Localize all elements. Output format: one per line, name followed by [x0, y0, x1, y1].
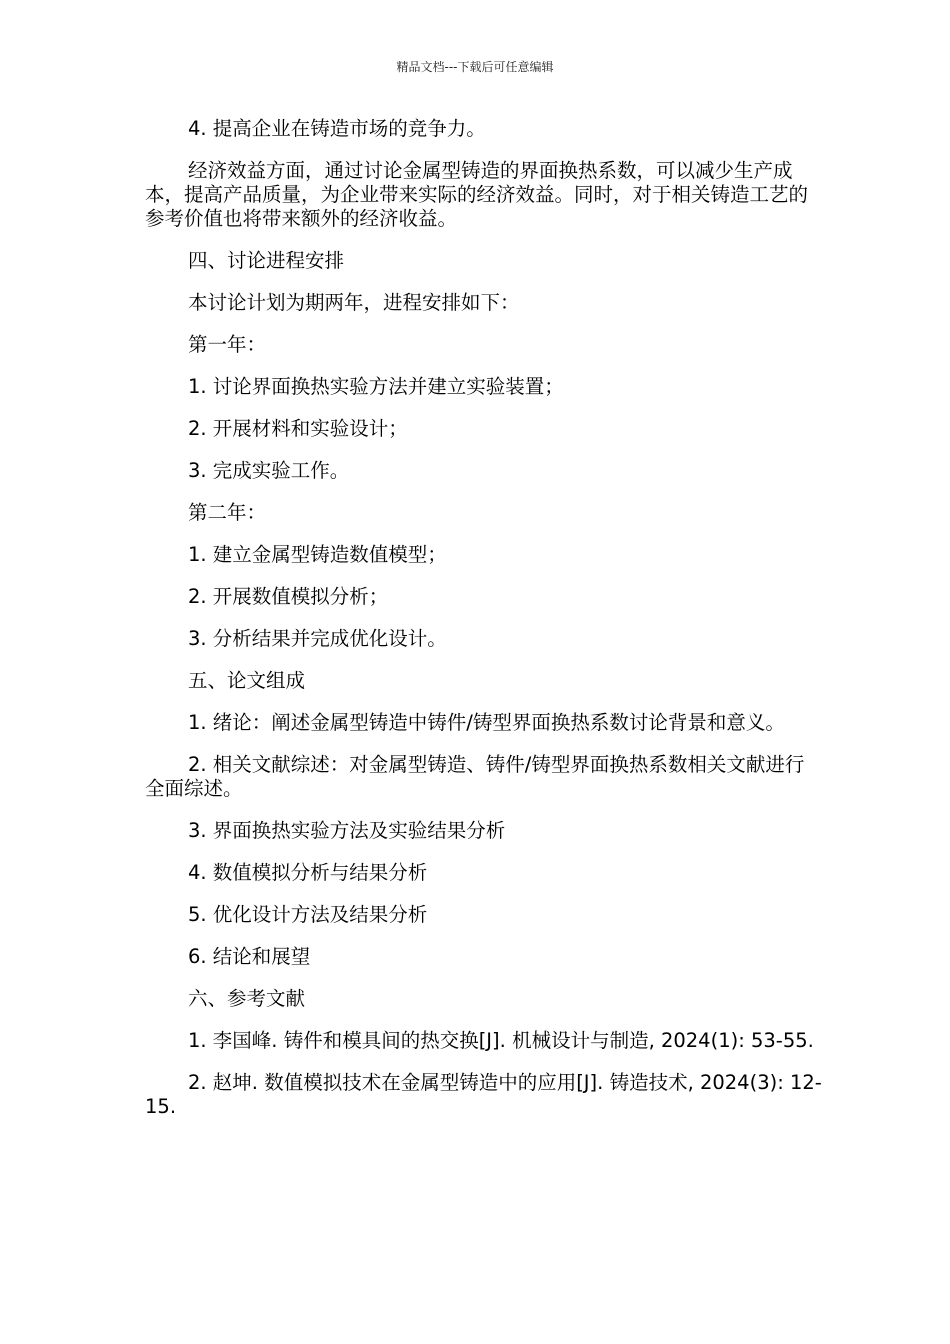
subheading-year-one: 第一年：	[188, 333, 267, 356]
list-item: 6. 结论和展望	[188, 945, 311, 968]
page-header: 精品文档---下载后可任意编辑	[396, 60, 554, 74]
section-heading: 六、参考文献	[188, 987, 306, 1010]
document-body	[145, 117, 823, 1137]
list-item: 1. 绪论：阐述金属型铸造中铸件/铸型界面换热系数讨论背景和意义。	[188, 711, 785, 734]
list-item: 4. 数值模拟分析与结果分析	[188, 861, 428, 884]
paragraph: 本讨论计划为期两年，进程安排如下：	[188, 291, 520, 314]
list-item: 2. 相关文献综述：对金属型铸造、铸件/铸型界面换热系数相关文献进行全面综述。	[145, 753, 805, 800]
list-item: 2. 开展数值模拟分析；	[188, 585, 389, 608]
list-item: 4. 提高企业在铸造市场的竞争力。	[188, 117, 486, 140]
list-item: 3. 分析结果并完成优化设计。	[188, 627, 447, 650]
section-heading: 五、论文组成	[188, 669, 306, 692]
list-item: 5. 优化设计方法及结果分析	[188, 903, 428, 926]
list-item: 1. 建立金属型铸造数值模型；	[188, 543, 447, 566]
subheading-year-two: 第二年：	[188, 501, 267, 524]
list-item: 3. 完成实验工作。	[188, 459, 350, 482]
section-heading: 四、讨论进程安排	[188, 249, 345, 272]
list-item: 3. 界面换热实验方法及实验结果分析	[188, 819, 506, 842]
list-item: 1. 讨论界面换热实验方法并建立实验装置；	[188, 375, 564, 398]
reference-item: 1. 李国峰. 铸件和模具间的热交换[J]. 机械设计与制造, 2024(1): 53-55.	[188, 1029, 814, 1052]
reference-item: 2. 赵坤. 数值模拟技术在金属型铸造中的应用[J]. 铸造技术, 2024(3): 12-15.	[145, 1071, 822, 1118]
list-item: 2. 开展材料和实验设计；	[188, 417, 408, 440]
paragraph-economic-benefits: 经济效益方面，通过讨论金属型铸造的界面换热系数，可以减少生产成本，提高产品质量，为企业带来实际的经济效益。同时，对于相关铸造工艺的参考价值也将带来额外的经济收益。	[145, 159, 809, 230]
